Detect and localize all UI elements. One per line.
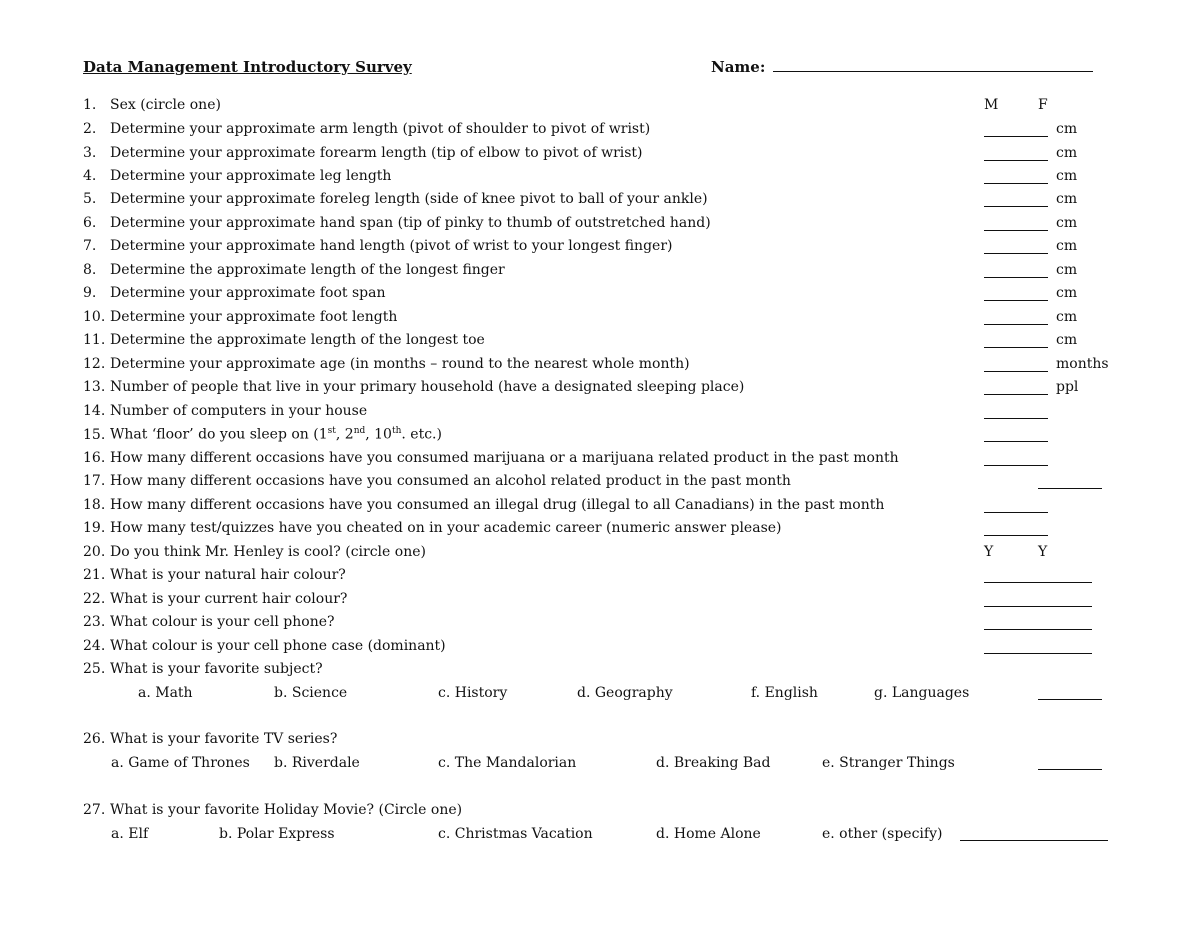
question-text: Determine your approximate leg length	[110, 168, 392, 184]
tv-option-game-of-thrones[interactable]: a. Game of Thrones	[111, 755, 250, 771]
unit-label: cm	[1056, 285, 1078, 301]
question-number: 15.	[83, 426, 106, 443]
question-16	[83, 450, 899, 466]
movie-option-christmas-vacation[interactable]: c. Christmas Vacation	[438, 826, 593, 842]
question-26	[83, 731, 337, 747]
answer-blank[interactable]	[984, 300, 1048, 301]
question-number: 6.	[83, 215, 97, 231]
superscript: st	[327, 426, 336, 436]
question-text: . etc.)	[401, 426, 442, 443]
movie-option-polar-express[interactable]: b. Polar Express	[219, 826, 335, 842]
answer-blank[interactable]	[1038, 699, 1102, 700]
question-text: Determine your approximate foreleg length (side of knee pivot to ball of your ankle)	[110, 191, 708, 207]
answer-blank[interactable]	[984, 277, 1048, 278]
unit-label: cm	[1056, 121, 1078, 137]
question-number: 18.	[83, 497, 106, 513]
answer-blank[interactable]	[984, 183, 1048, 184]
question-15	[83, 426, 442, 443]
subject-option-english[interactable]: f. English	[751, 685, 818, 701]
question-21	[83, 567, 346, 583]
answer-blank[interactable]	[984, 535, 1048, 536]
answer-blank[interactable]	[984, 253, 1048, 254]
question-text: , 10	[365, 426, 392, 443]
question-number: 14.	[83, 403, 106, 419]
question-number: 19.	[83, 520, 106, 536]
question-number: 26.	[83, 731, 106, 747]
answer-blank[interactable]	[984, 653, 1092, 654]
question-number: 7.	[83, 238, 97, 254]
unit-label: cm	[1056, 262, 1078, 278]
name-label: Name:	[711, 58, 766, 76]
question-text: Number of people that live in your primary household (have a designated sleeping place)	[110, 379, 745, 395]
question-number: 24.	[83, 638, 106, 654]
tv-option-stranger-things[interactable]: e. Stranger Things	[822, 755, 955, 771]
question-text: What colour is your cell phone?	[110, 614, 335, 630]
question-10	[83, 309, 397, 325]
question-14	[83, 403, 367, 419]
answer-blank[interactable]	[984, 136, 1048, 137]
sex-option-f[interactable]: F	[1038, 97, 1048, 113]
movie-option-elf[interactable]: a. Elf	[111, 826, 149, 842]
unit-label: cm	[1056, 215, 1078, 231]
question-number: 23.	[83, 614, 106, 630]
question-19	[83, 520, 782, 536]
question-text: Number of computers in your house	[110, 403, 368, 419]
answer-blank[interactable]	[984, 160, 1048, 161]
answer-blank[interactable]	[984, 230, 1048, 231]
question-2	[83, 121, 650, 137]
name-blank[interactable]	[773, 59, 1093, 72]
question-number: 9.	[83, 285, 97, 301]
question-text: What is your favorite TV series?	[110, 731, 338, 747]
question-text: How many different occasions have you consumed marijuana or a marijuana related product in the past month	[110, 450, 899, 466]
tv-option-riverdale[interactable]: b. Riverdale	[274, 755, 360, 771]
question-8	[83, 262, 505, 278]
question-number: 16.	[83, 450, 106, 466]
other-specify-blank[interactable]	[960, 840, 1108, 841]
superscript: nd	[353, 426, 366, 436]
question-number: 25.	[83, 661, 106, 677]
question-18	[83, 497, 884, 513]
question-13	[83, 379, 744, 395]
subject-option-math[interactable]: a. Math	[138, 685, 193, 701]
question-text: Determine your approximate hand length (pivot of wrist to your longest finger)	[110, 238, 673, 254]
question-number: 4.	[83, 168, 97, 184]
question-number: 20.	[83, 544, 106, 560]
question-6	[83, 215, 711, 231]
subject-option-geography[interactable]: d. Geography	[577, 685, 673, 701]
question-text: What ‘floor’ do you sleep on (1	[110, 426, 328, 443]
answer-blank[interactable]	[984, 347, 1048, 348]
question-number: 12.	[83, 356, 106, 372]
question-number: 2.	[83, 121, 97, 137]
unit-label: cm	[1056, 191, 1078, 207]
question-7	[83, 238, 672, 254]
question-text: How many different occasions have you consumed an illegal drug (illegal to all Canadians) in the past month	[110, 497, 885, 513]
question-20	[83, 544, 426, 560]
question-number: 27.	[83, 802, 106, 818]
question-number: 3.	[83, 145, 97, 161]
unit-label: cm	[1056, 145, 1078, 161]
question-text: What colour is your cell phone case (dominant)	[110, 638, 446, 654]
cool-option-1[interactable]: Y	[984, 544, 994, 560]
tv-option-mandalorian[interactable]: c. The Mandalorian	[438, 755, 577, 771]
question-number: 11.	[83, 332, 106, 348]
question-1	[83, 97, 221, 113]
question-number: 5.	[83, 191, 97, 207]
answer-blank[interactable]	[984, 394, 1048, 395]
tv-option-breaking-bad[interactable]: d. Breaking Bad	[656, 755, 771, 771]
subject-option-languages[interactable]: g. Languages	[874, 685, 970, 701]
question-number: 10.	[83, 309, 106, 325]
question-17	[83, 473, 791, 489]
question-text: Determine the approximate length of the longest toe	[110, 332, 485, 348]
question-24	[83, 638, 446, 654]
answer-blank[interactable]	[1038, 488, 1102, 489]
question-23	[83, 614, 335, 630]
question-text: , 2	[335, 426, 354, 443]
question-25	[83, 661, 323, 677]
question-text: What is your current hair colour?	[110, 591, 348, 607]
answer-blank[interactable]	[1038, 769, 1102, 770]
question-text: What is your favorite Holiday Movie? (Circle one)	[110, 802, 463, 818]
question-text: Determine your approximate foot span	[110, 285, 386, 301]
question-number: 1.	[83, 97, 97, 113]
answer-blank[interactable]	[984, 465, 1048, 466]
unit-label: cm	[1056, 309, 1078, 325]
question-number: 8.	[83, 262, 97, 278]
movie-option-home-alone[interactable]: d. Home Alone	[656, 826, 761, 842]
cool-option-2[interactable]: Y	[1038, 544, 1048, 560]
question-number: 17.	[83, 473, 106, 489]
subject-option-history[interactable]: c. History	[438, 685, 508, 701]
sex-option-m[interactable]: M	[984, 97, 999, 113]
name-field	[711, 58, 1093, 76]
question-22	[83, 591, 347, 607]
question-11	[83, 332, 485, 348]
answer-blank[interactable]	[984, 606, 1092, 607]
page-title: Data Management Introductory Survey	[83, 58, 412, 76]
answer-blank[interactable]	[984, 629, 1092, 630]
superscript: th	[391, 426, 402, 436]
question-text: Sex (circle one)	[110, 97, 221, 113]
question-number: 13.	[83, 379, 106, 395]
question-3	[83, 145, 643, 161]
question-text: Determine the approximate length of the longest finger	[110, 262, 505, 278]
question-text: Determine your approximate age (in months – round to the nearest whole month)	[110, 356, 690, 372]
question-text: How many test/quizzes have you cheated on in your academic career (numeric answer please)	[110, 520, 782, 536]
question-text: Determine your approximate arm length (pivot of shoulder to pivot of wrist)	[110, 121, 651, 137]
question-text: What is your favorite subject?	[110, 661, 323, 677]
answer-blank[interactable]	[984, 441, 1048, 442]
answer-blank[interactable]	[984, 206, 1048, 207]
unit-label: cm	[1056, 332, 1078, 348]
answer-blank[interactable]	[984, 512, 1048, 513]
question-text: What is your natural hair colour?	[110, 567, 346, 583]
question-number: 22.	[83, 591, 106, 607]
question-9	[83, 285, 386, 301]
question-text: How many different occasions have you consumed an alcohol related product in the past month	[110, 473, 791, 489]
answer-blank[interactable]	[984, 418, 1048, 419]
question-number: 21.	[83, 567, 106, 583]
question-text: Do you think Mr. Henley is cool? (circle one)	[110, 544, 426, 560]
unit-label: cm	[1056, 168, 1078, 184]
answer-blank[interactable]	[984, 324, 1048, 325]
answer-blank[interactable]	[984, 371, 1048, 372]
question-12	[83, 356, 690, 372]
question-text: Determine your approximate foot length	[110, 309, 398, 325]
question-27	[83, 802, 462, 818]
question-text: Determine your approximate hand span (tip of pinky to thumb of outstretched hand)	[110, 215, 711, 231]
question-5	[83, 191, 708, 207]
unit-label: months	[1056, 356, 1109, 372]
subject-option-science[interactable]: b. Science	[274, 685, 348, 701]
question-text: Determine your approximate forearm length (tip of elbow to pivot of wrist)	[110, 145, 643, 161]
movie-option-other[interactable]: e. other (specify)	[822, 826, 943, 842]
unit-label: cm	[1056, 238, 1078, 254]
answer-blank[interactable]	[984, 582, 1092, 583]
unit-label: ppl	[1056, 379, 1079, 395]
question-4	[83, 168, 391, 184]
